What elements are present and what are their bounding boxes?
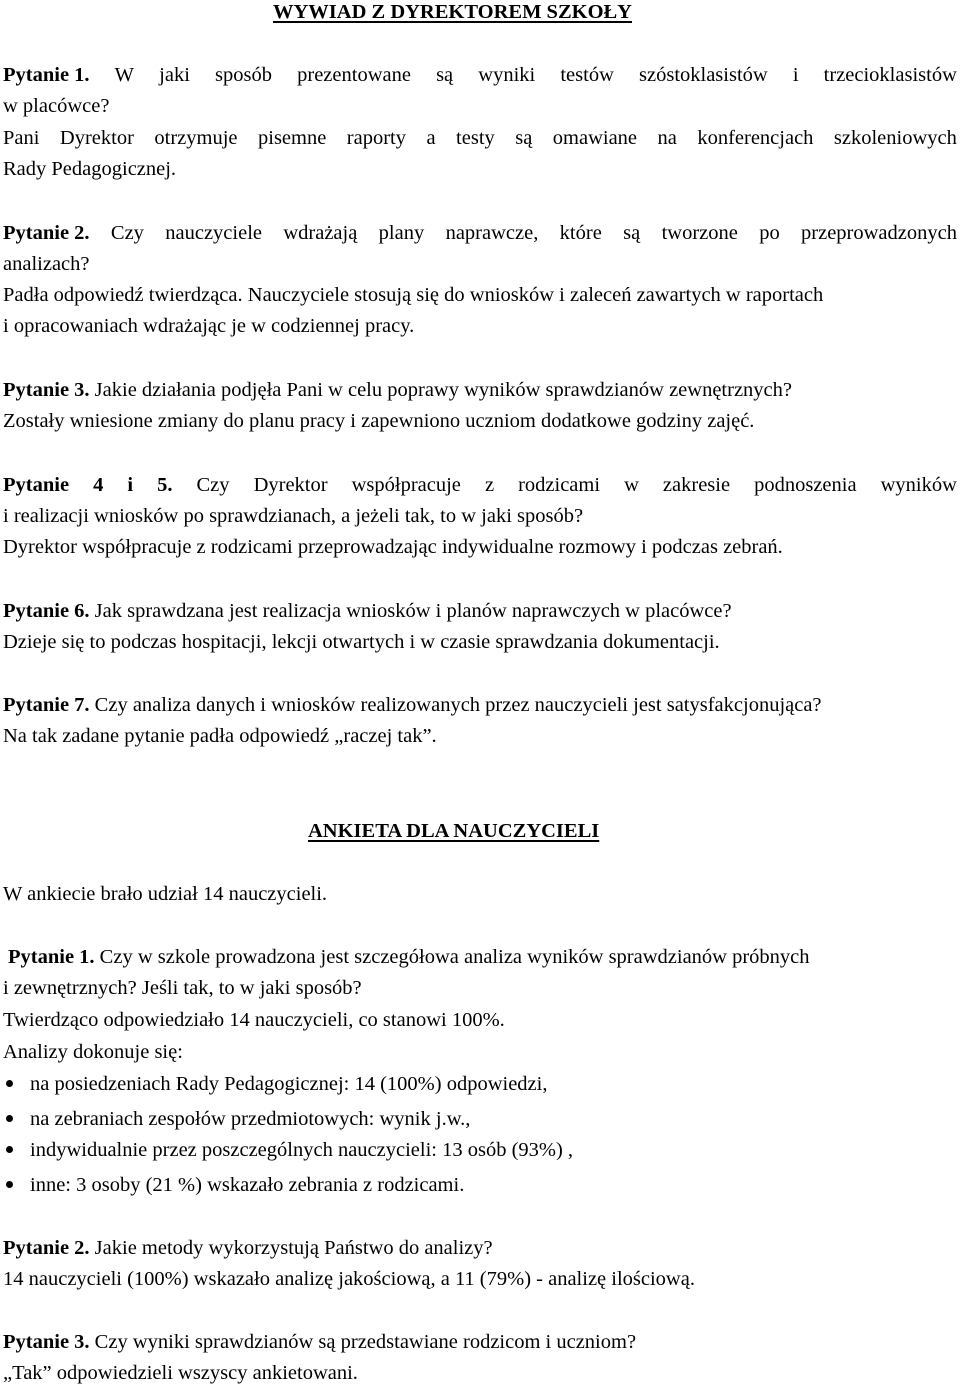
question-label: Pytanie 1. (8, 946, 95, 968)
word: trzecioklasistów (823, 64, 957, 86)
survey-title: ANKIETA DLA NAUCZYCIELI (308, 820, 600, 842)
word: otrzymuje (154, 127, 238, 149)
word: raporty (346, 127, 406, 149)
word: zakresie (662, 474, 731, 496)
word: testów (560, 64, 614, 86)
bullet-dot-icon (6, 1146, 13, 1153)
question-label: Pytanie 3. (3, 379, 90, 401)
word: Dyrektor (59, 127, 134, 149)
word: są (515, 127, 533, 149)
question-label: Pytanie 6. (3, 600, 90, 622)
bullet-dot-icon (6, 1181, 13, 1188)
question-label: Pytanie 7. (3, 694, 90, 716)
survey-q3-answer: „Tak” odpowiedzieli wszyscy ankietowani. (3, 1362, 358, 1384)
word: są (436, 64, 454, 86)
word: które (559, 222, 602, 244)
interview-q6-answer: Dzieje się to podczas hospitacji, lekcji otwartych i w czasie sprawdzania dokumentacji. (3, 631, 720, 653)
word: jaki (159, 64, 190, 86)
question-text: Czy analiza danych i wniosków realizowanych przez nauczycieli jest satysfakcjonująca? (94, 694, 822, 716)
survey-q1-answer1: Twierdząco odpowiedziało 14 nauczycieli, co stanowi 100%. (3, 1009, 505, 1031)
word: Pytanie (3, 474, 70, 496)
survey-q2-question (3, 1236, 493, 1260)
word: szóstoklasistów (639, 64, 768, 86)
interview-q2-answer-line1 (3, 283, 957, 307)
interview-q3-question (3, 378, 792, 402)
word: wyników (880, 474, 957, 496)
interview-q45-line1 (3, 473, 957, 497)
survey-q1-answer2: Analizy dokonuje się: (3, 1041, 183, 1063)
bullet-item: indywidualnie przez poszczególnych nauczycieli: 13 osób (93%) , (30, 1139, 574, 1161)
interview-title: WYWIAD Z DYREKTOREM SZKOŁY (273, 1, 632, 23)
interview-q1-line2: w placówce? (3, 95, 110, 117)
bullet-item: na posiedzeniach Rady Pedagogicznej: 14 (100%) odpowiedzi, (30, 1073, 548, 1095)
question-text: Jakie działania podjęła Pani w celu poprawy wyników sprawdzianów zewnętrznych? (94, 379, 792, 401)
word: 5. (157, 474, 173, 496)
word: i (792, 64, 799, 86)
word: szkoleniowych (833, 127, 957, 149)
question-label: Pytanie 3. (3, 1331, 90, 1353)
survey-q1-line2: i zewnętrznych? Jeśli tak, to w jaki sposób? (3, 977, 362, 999)
word: a (426, 127, 436, 149)
word: omawiane (552, 127, 638, 149)
interview-q1-answer-line2: Rady Pedagogicznej. (3, 158, 177, 180)
question-label: Pytanie 1. (3, 64, 90, 86)
word: Czy (110, 222, 144, 244)
word: 4 (93, 474, 104, 496)
interview-q45-answer: Dyrektor współpracuje z rodzicami przeprowadzając indywidualne rozmowy i podczas zebrań. (3, 536, 783, 558)
word: w (624, 474, 639, 496)
word: po (759, 222, 780, 244)
answer-part-a: Padła odpowiedź twierdząca. (3, 284, 243, 306)
survey-q3-question (3, 1330, 636, 1354)
word: tworzone (661, 222, 738, 244)
question-text: Czy wyniki sprawdzianów są przedstawiane rodzicom i uczniom? (94, 1331, 637, 1353)
question-label: Pytanie 2. (3, 1237, 90, 1259)
bullet-item: na zebraniach zespołów przedmiotowych: wynik j.w., (30, 1108, 471, 1130)
interview-q2-line2: analizach? (3, 253, 90, 275)
word: W (114, 64, 135, 86)
word: sposób (215, 64, 272, 86)
word: podnoszenia (754, 474, 857, 496)
word: są (623, 222, 641, 244)
word: Czy (196, 474, 230, 496)
word: wyniki (478, 64, 536, 86)
word: prezentowane (297, 64, 411, 86)
word: z (484, 474, 495, 496)
word: konferencjach (697, 127, 814, 149)
word: rodzicami (518, 474, 601, 496)
interview-q7-question (3, 693, 822, 717)
survey-q2-answer: 14 nauczycieli (100%) wskazało analizę jakościową, a 11 (79%) - analizę ilościową. (3, 1268, 695, 1290)
word: pisemne (258, 127, 327, 149)
interview-q2-answer-line2: i opracowaniach wdrażając je w codziennej pracy. (3, 315, 415, 337)
word: Pani (3, 127, 40, 149)
word: przeprowadzonych (801, 222, 957, 244)
word: testy (456, 127, 495, 149)
interview-q7-answer: Na tak zadane pytanie padła odpowiedź „raczej tak”. (3, 725, 437, 747)
answer-part-b: Nauczyciele stosują się do wniosków i zaleceń zawartych w raportach (247, 284, 824, 306)
survey-participants: W ankiecie brało udział 14 nauczycieli. (3, 883, 328, 905)
interview-q45-line2: i realizacji wniosków po sprawdzianach, a jeżeli tak, to w jaki sposób? (3, 505, 584, 527)
bullet-item: inne: 3 osoby (21 %) wskazało zebrania z rodzicami. (30, 1174, 465, 1196)
question-label: Pytanie 2. (3, 222, 90, 244)
word: wdrażają (283, 222, 358, 244)
word: i (127, 474, 134, 496)
word: Dyrektor (253, 474, 328, 496)
interview-q3-answer: Zostały wniesione zmiany do planu pracy i zapewniono uczniom dodatkowe godziny zajęć. (3, 410, 755, 432)
question-text: Jakie metody wykorzystują Państwo do analizy? (94, 1237, 493, 1259)
question-text: Jak sprawdzana jest realizacja wniosków i planów naprawczych w placówce? (94, 600, 732, 622)
word: naprawcze, (445, 222, 539, 244)
interview-q1-line1 (3, 63, 957, 87)
bullet-dot-icon (6, 1115, 13, 1122)
word: na (657, 127, 677, 149)
bullet-dot-icon (6, 1080, 13, 1087)
interview-q2-line1 (3, 221, 957, 245)
word: współpracuje (351, 474, 461, 496)
word: nauczyciele (165, 222, 262, 244)
interview-q6-question (3, 599, 732, 623)
interview-q1-answer-line1 (3, 126, 957, 150)
survey-q1-line1 (8, 945, 957, 969)
word: plany (378, 222, 425, 244)
question-text: Czy w szkole prowadzona jest szczegółowa analiza wyników sprawdzianów próbnych (99, 946, 810, 968)
